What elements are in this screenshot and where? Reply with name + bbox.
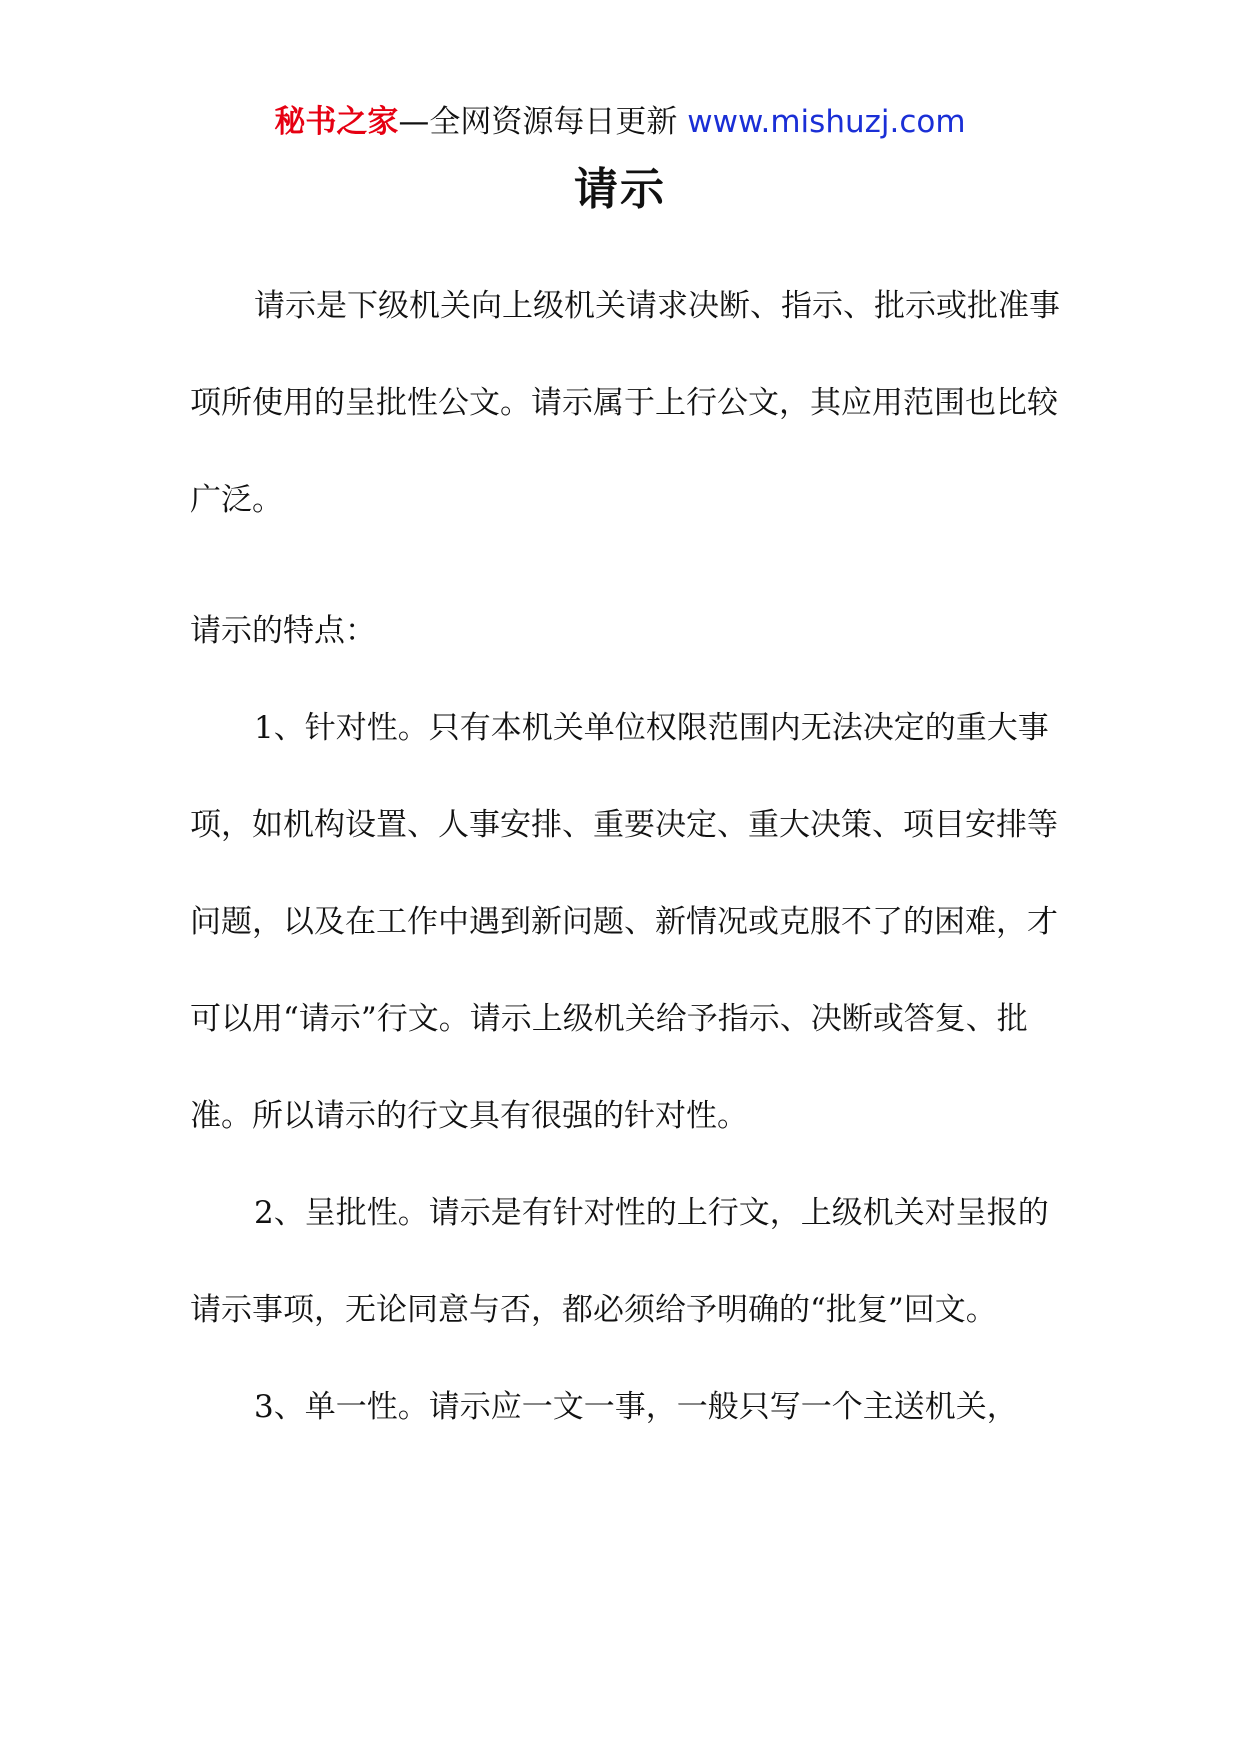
- feature-paragraph-3: 3、单一性。请示应一文一事，一般只写一个主送机关，: [254, 1389, 1018, 1425]
- website-link[interactable]: www.mishuzj.com: [687, 104, 966, 140]
- site-header: [0, 102, 1240, 142]
- header-slogan: —全网资源每日更新: [398, 104, 678, 140]
- document-title: 请示: [574, 164, 666, 215]
- document-body: [190, 258, 1060, 1456]
- intro-paragraph: 请示是下级机关向上级机关请求决断、指示、批示或批准事项所使用的呈批性公文。请示属于上行公文，其应用范围也比较广泛。: [190, 288, 1060, 518]
- brand-name: 秘书之家: [274, 104, 399, 140]
- feature-paragraph-2: 2、呈批性。请示是有针对性的上行文，上级机关对呈报的请示事项，无论同意与否，都必须给予明确的“批复”回文。: [190, 1195, 1049, 1328]
- features-heading: 请示的特点：: [190, 613, 376, 649]
- feature-paragraph-1: 1、针对性。只有本机关单位权限范围内无法决定的重大事项，如机构设置、人事安排、重要决定、重大决策、项目安排等问题，以及在工作中遇到新问题、新情况或克服不了的困难，才可以用“请示”行文。请示上级机关给予指示、决断或答复、批准。所以请示的行文具有很强的针对性。: [190, 710, 1058, 1134]
